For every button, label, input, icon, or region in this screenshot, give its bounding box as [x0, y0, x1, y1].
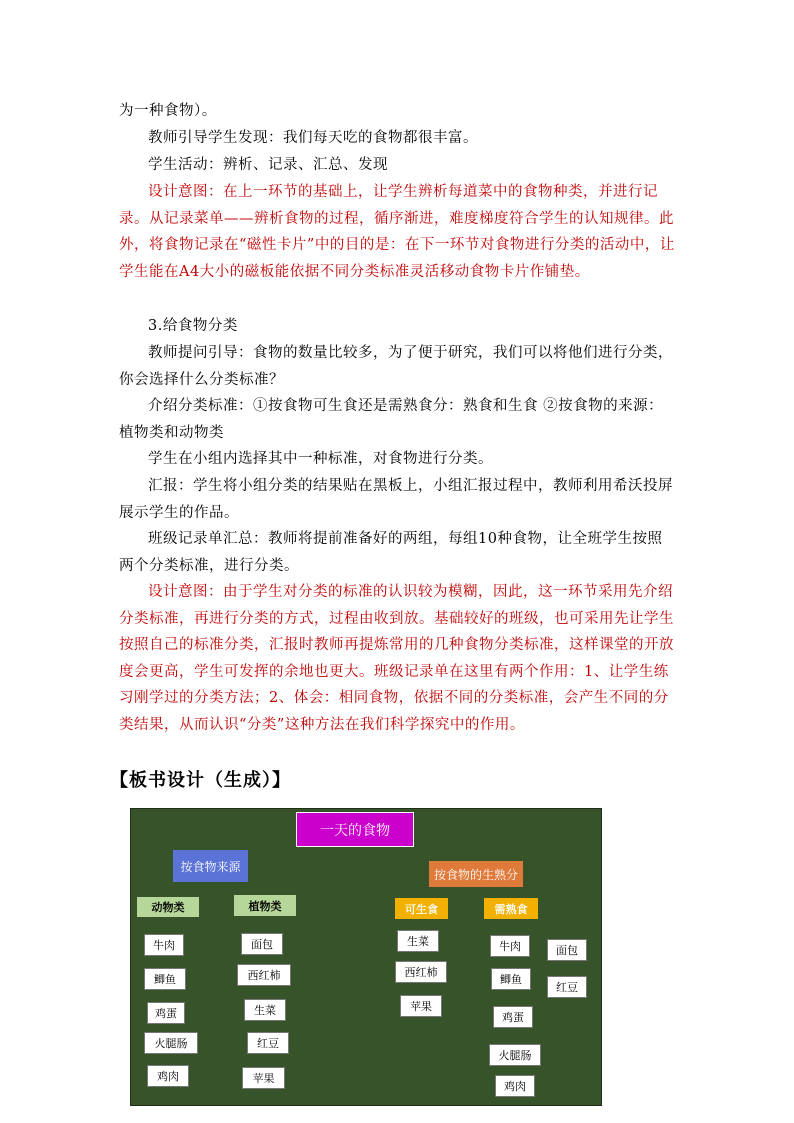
food-card: 鸡肉 [147, 1065, 189, 1087]
paragraph-class-record: 班级记录单汇总：教师将提前准备好的两组，每组10种食物，让全班学生按照两个分类标准，进行分类。 [119, 531, 663, 574]
food-card: 火腿肠 [489, 1044, 541, 1066]
food-card: 面包 [241, 933, 283, 955]
paragraph-group-classify: 学生在小组内选择其中一种标准，对食物进行分类。 [148, 451, 493, 467]
food-card: 牛肉 [144, 934, 184, 956]
food-card: 生菜 [244, 999, 286, 1021]
paragraph-teacher-guides: 教师引导学生发现：我们每天吃的食物都很丰富。 [148, 130, 478, 146]
paragraph-teacher-question: 教师提问引导：食物的数量比较多，为了便于研究，我们可以将他们进行分类，你会选择什么分类标准？ [119, 345, 673, 388]
food-card: 生菜 [397, 930, 439, 952]
food-card: 牛肉 [490, 935, 530, 957]
raw-label: 可生食 [395, 898, 448, 919]
food-card: 苹果 [400, 995, 442, 1017]
food-card: 苹果 [242, 1067, 285, 1089]
paragraph-design-intent-1: 设计意图：在上一环节的基础上，让学生辨析每道菜中的食物种类，并进行记录。从记录菜单——辨析食物的过程，循序渐进，难度梯度符合学生的认知规律。此外，将食物记录在“磁性卡片”中的目的是：在下一环节对食物进行分类的活动中，让学生能在A4大小的磁板能依据不同分类标准灵活移动食物卡片作铺垫。 [119, 184, 675, 280]
blackboard-diagram [130, 808, 602, 1106]
paragraph-report: 汇报：学生将小组分类的结果贴在黑板上，小组汇报过程中，教师利用希沃投屏展示学生的作品。 [119, 478, 673, 521]
food-card: 鲫鱼 [144, 968, 186, 990]
animal-label: 动物类 [137, 897, 199, 917]
board-title: 一天的食物 [296, 812, 414, 847]
food-card: 西红柿 [395, 961, 447, 983]
food-card: 鲫鱼 [491, 968, 531, 990]
section-heading-board-design: 【板书设计（生成）】 [110, 770, 291, 791]
paragraph-continued: 为一种食物）。 [119, 103, 217, 119]
cooked-label: 需熟食 [484, 898, 538, 919]
food-card: 红豆 [547, 976, 587, 998]
by-source-box: 按食物来源 [173, 850, 248, 882]
food-card: 鸡蛋 [493, 1006, 533, 1028]
plant-label: 植物类 [234, 895, 296, 916]
section-title-classify: 3.给食物分类 [148, 318, 238, 334]
paragraph-design-intent-2: 设计意图：由于学生对分类的标准的认识较为模糊，因此，这一环节采用先介绍分类标准，再进行分类的方式，过程由收到放。基础较好的班级，也可采用先让学生按照自己的标准分类，汇报时教师再提炼常用的几种食物分类标准，这样课堂的开放度会更高，学生可发挥的余地也更大。班级记录单在这里有两个作用：1、让学生练习刚学过的分类方法；2、体会：相同食物，依据不同的分类标准，会产生不同的分类结果，从而认识“分类”这种方法在我们科学探究中的作用。 [119, 584, 674, 733]
food-card: 西红柿 [237, 964, 291, 986]
food-card: 红豆 [247, 1032, 289, 1054]
food-card: 鸡肉 [495, 1075, 535, 1097]
food-card: 火腿肠 [144, 1032, 198, 1054]
paragraph-student-activity: 学生活动：辨析、记录、汇总、发现 [148, 157, 388, 173]
food-card: 鸡蛋 [147, 1002, 185, 1024]
food-card: 面包 [547, 939, 587, 961]
by-cooking-box: 按食物的生熟分 [429, 861, 523, 887]
paragraph-classification-standards: 介绍分类标准：①按食物可生食还是需熟食分：熟食和生食 ②按食物的来源：植物类和动物类 [119, 398, 664, 441]
